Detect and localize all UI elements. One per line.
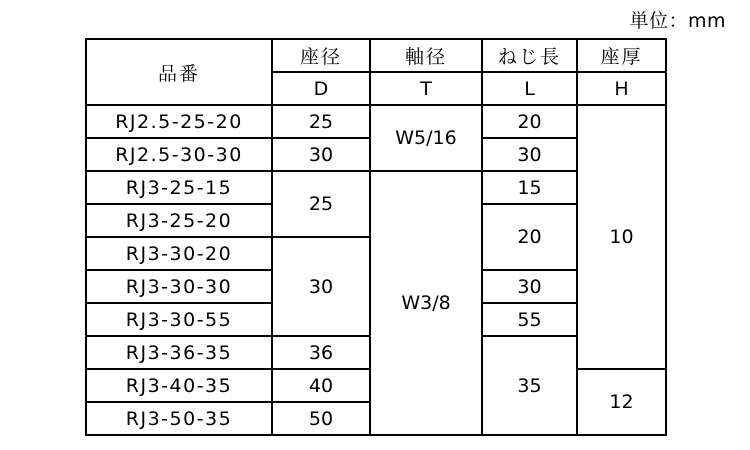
part-number-cell: RJ2.5-30-30 bbox=[86, 138, 272, 171]
symbol-d: D bbox=[272, 72, 370, 105]
part-number-cell: RJ3-50-35 bbox=[86, 402, 272, 435]
symbol-h: H bbox=[577, 72, 666, 105]
part-number-cell: RJ3-40-35 bbox=[86, 369, 272, 402]
thread-length-cell: 30 bbox=[482, 138, 577, 171]
header-shaft-diameter: 軸径 bbox=[370, 39, 482, 72]
part-number-cell: RJ3-30-30 bbox=[86, 270, 272, 303]
symbol-t: T bbox=[370, 72, 482, 105]
part-number-cell: RJ2.5-25-20 bbox=[86, 105, 272, 138]
header-thread-length: ねじ長 bbox=[482, 39, 577, 72]
seat-diameter-cell: 30 bbox=[272, 138, 370, 171]
seat-diameter-cell: 50 bbox=[272, 402, 370, 435]
part-number-cell: RJ3-25-20 bbox=[86, 204, 272, 237]
thread-length-cell: 20 bbox=[482, 204, 577, 270]
header-part-number: 品番 bbox=[86, 39, 272, 105]
seat-diameter-cell: 40 bbox=[272, 369, 370, 402]
thread-length-cell: 20 bbox=[482, 105, 577, 138]
thread-length-cell: 15 bbox=[482, 171, 577, 204]
table-header-row bbox=[86, 39, 666, 72]
thread-length-cell: 55 bbox=[482, 303, 577, 336]
part-number-cell: RJ3-30-55 bbox=[86, 303, 272, 336]
thread-length-cell: 30 bbox=[482, 270, 577, 303]
seat-thickness-cell: 10 bbox=[577, 105, 666, 369]
table-row bbox=[86, 105, 666, 138]
seat-diameter-cell: 25 bbox=[272, 171, 370, 237]
unit-note: 単位：mm bbox=[629, 10, 726, 32]
header-seat-diameter: 座径 bbox=[272, 39, 370, 72]
seat-diameter-cell: 30 bbox=[272, 237, 370, 336]
part-number-cell: RJ3-25-15 bbox=[86, 171, 272, 204]
seat-diameter-cell: 36 bbox=[272, 336, 370, 369]
part-number-cell: RJ3-30-20 bbox=[86, 237, 272, 270]
spec-table-container bbox=[85, 38, 665, 436]
symbol-l: L bbox=[482, 72, 577, 105]
header-seat-thickness: 座厚 bbox=[577, 39, 666, 72]
shaft-diameter-cell: W3/8 bbox=[370, 171, 482, 435]
thread-length-cell: 35 bbox=[482, 336, 577, 435]
seat-thickness-cell: 12 bbox=[577, 369, 666, 435]
part-number-cell: RJ3-36-35 bbox=[86, 336, 272, 369]
shaft-diameter-cell: W5/16 bbox=[370, 105, 482, 171]
seat-diameter-cell: 25 bbox=[272, 105, 370, 138]
spec-table bbox=[85, 38, 667, 436]
